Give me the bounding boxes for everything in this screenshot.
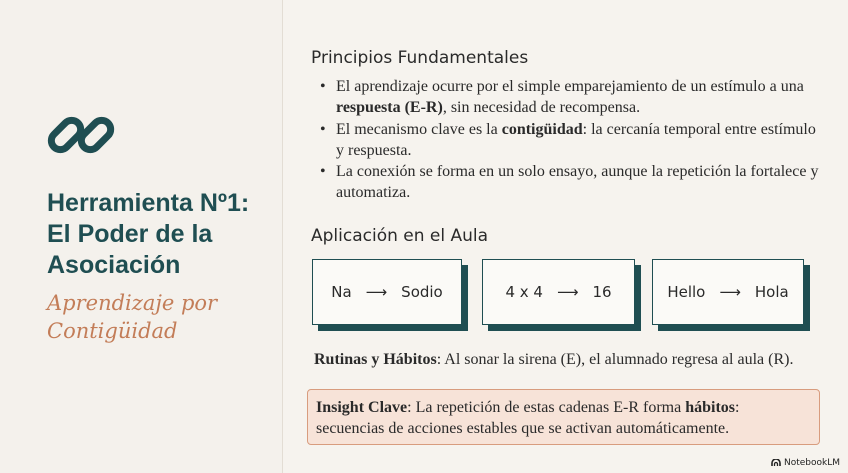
card-stimulus: Hello [667, 283, 706, 301]
card-stimulus: 4 x 4 [505, 283, 543, 301]
card-response: Sodio [401, 283, 443, 301]
principles-heading: Principios Fundamentales [311, 48, 529, 68]
list-item: • La conexión se forma en un solo ensayo, aunque la repetición la fortalece y automatiza. [320, 163, 819, 202]
chain-link-icon [46, 100, 116, 170]
aula-heading: Aplicación en el Aula [311, 226, 489, 246]
card-response: Hola [754, 283, 789, 301]
principles-list [318, 76, 823, 204]
insight-box: Insight Clave: La repetición de estas cadenas E-R forma hábitos: secuencias de acciones estables que se activan automáticamente. [307, 389, 820, 445]
arrow-right-icon: ⟶ [556, 283, 579, 301]
list-item: • El aprendizaje ocurre por el simple emparejamiento de un estímulo a una respuesta (E-R), sin necesidad de recompensa. [320, 78, 804, 117]
arrow-right-icon: ⟶ [719, 283, 741, 301]
bullet-icon: • [320, 120, 326, 138]
card-stimulus: Na [331, 283, 352, 301]
notebooklm-watermark [771, 458, 840, 468]
brand-label: NotebookLM [783, 458, 840, 468]
list-item: • El mecanismo clave es la contigüidad: la cercanía temporal entre estímulo y respuesta. [320, 120, 816, 159]
example-card-na-sodio [312, 259, 462, 325]
bullet-icon: • [320, 78, 326, 95]
page-title: Herramienta Nº1: El Poder de la Asociación [47, 189, 250, 279]
page-subtitle: Aprendizaje por Contigüidad [47, 291, 218, 343]
routines-text: Rutinas y Hábitos: Al sonar la sirena (E), el alumnado regresa al aula (R). [314, 351, 794, 368]
left-panel [0, 0, 283, 473]
arrow-right-icon: ⟶ [365, 283, 388, 301]
card-response: 16 [592, 283, 612, 301]
example-card-hello-hola [652, 259, 804, 325]
example-card-multiplication [482, 259, 635, 325]
bullet-icon: • [320, 163, 326, 181]
notebooklm-logo-icon [771, 459, 781, 467]
